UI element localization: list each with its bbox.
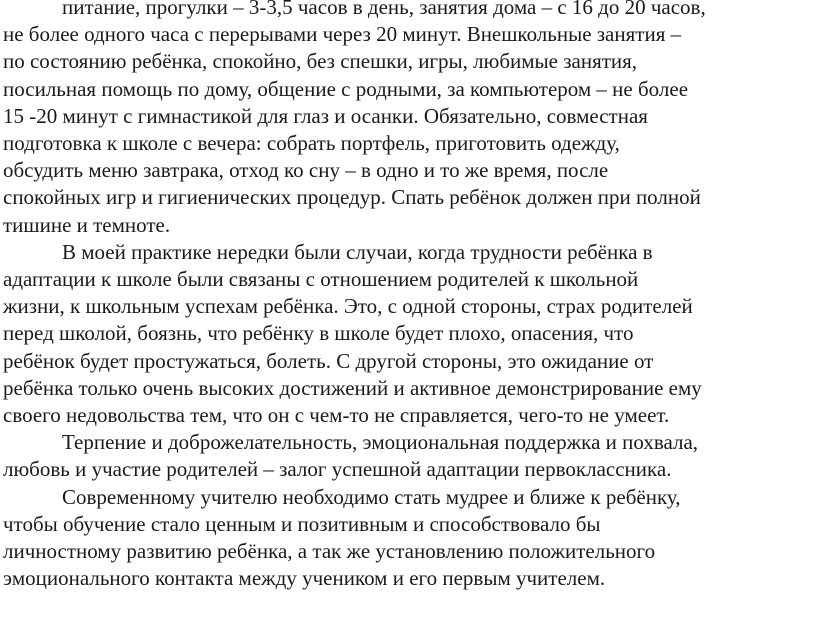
text-line: обсудить меню завтрака, отход ко сну – в одно и то же время, после (3, 158, 609, 183)
text-line: питание, прогулки – 3-3,5 часов в день, занятия дома – с 16 до 20 часов, (62, 0, 706, 19)
text-line: Современному учителю необходимо стать мудрее и ближе к ребёнку, (62, 484, 681, 509)
text-line: подготовка к школе с вечера: собрать портфель, приготовить одежду, (3, 131, 620, 156)
text-line: ребёнок будет простужаться, болеть. С другой стороны, это ожидание от (3, 348, 654, 373)
text-line: личностному развитию ребёнка, а так же установлению положительного (3, 539, 656, 564)
text-line: своего недовольства тем, что он с чем-то не справляется, чего-то не умеет. (3, 403, 670, 428)
paragraph-parent-attitude (3, 239, 816, 429)
text-line: жизни, к школьным успехам ребёнка. Это, с одной стороны, страх родителей (3, 294, 693, 319)
text-line: перед школой, боязнь, что ребёнку в школе будет плохо, опасения, что (3, 321, 634, 346)
paragraph-daily-routine (3, 0, 816, 239)
text-line: Терпение и доброжелательность, эмоциональная поддержка и похвала, (62, 430, 699, 455)
text-line: не более одного часа с перерывами через 20 минут. Внешкольные занятия – (3, 22, 682, 47)
paragraph-support (3, 429, 816, 483)
text-line: адаптации к школе были связаны с отношением родителей к школьной (3, 267, 639, 292)
text-line: чтобы обучение стало ценным и позитивным и способствовало бы (3, 511, 601, 536)
text-line: тишине и темноте. (3, 212, 171, 237)
text-line: по состоянию ребёнка, спокойно, без спешки, игры, любимые занятия, (3, 49, 638, 74)
text-line: ребёнка только очень высоких достижений и активное демонстрирование ему (3, 375, 702, 400)
text-line: 15 -20 минут с гимнастикой для глаз и осанки. Обязательно, совместная (3, 103, 648, 128)
text-line: эмоционального контакта между учеником и его первым учителем. (3, 566, 606, 591)
text-line: В моей практике нередки были случаи, когда трудности ребёнка в (62, 239, 653, 264)
text-line: посильная помощь по дому, общение с родными, за компьютером – не более (3, 76, 689, 101)
text-line: любовь и участие родителей – залог успешной адаптации первоклассника. (3, 457, 672, 482)
text-line: спокойных игр и гигиенических процедур. Спать ребёнок должен при полной (3, 185, 701, 210)
paragraph-teacher-role (3, 484, 816, 593)
